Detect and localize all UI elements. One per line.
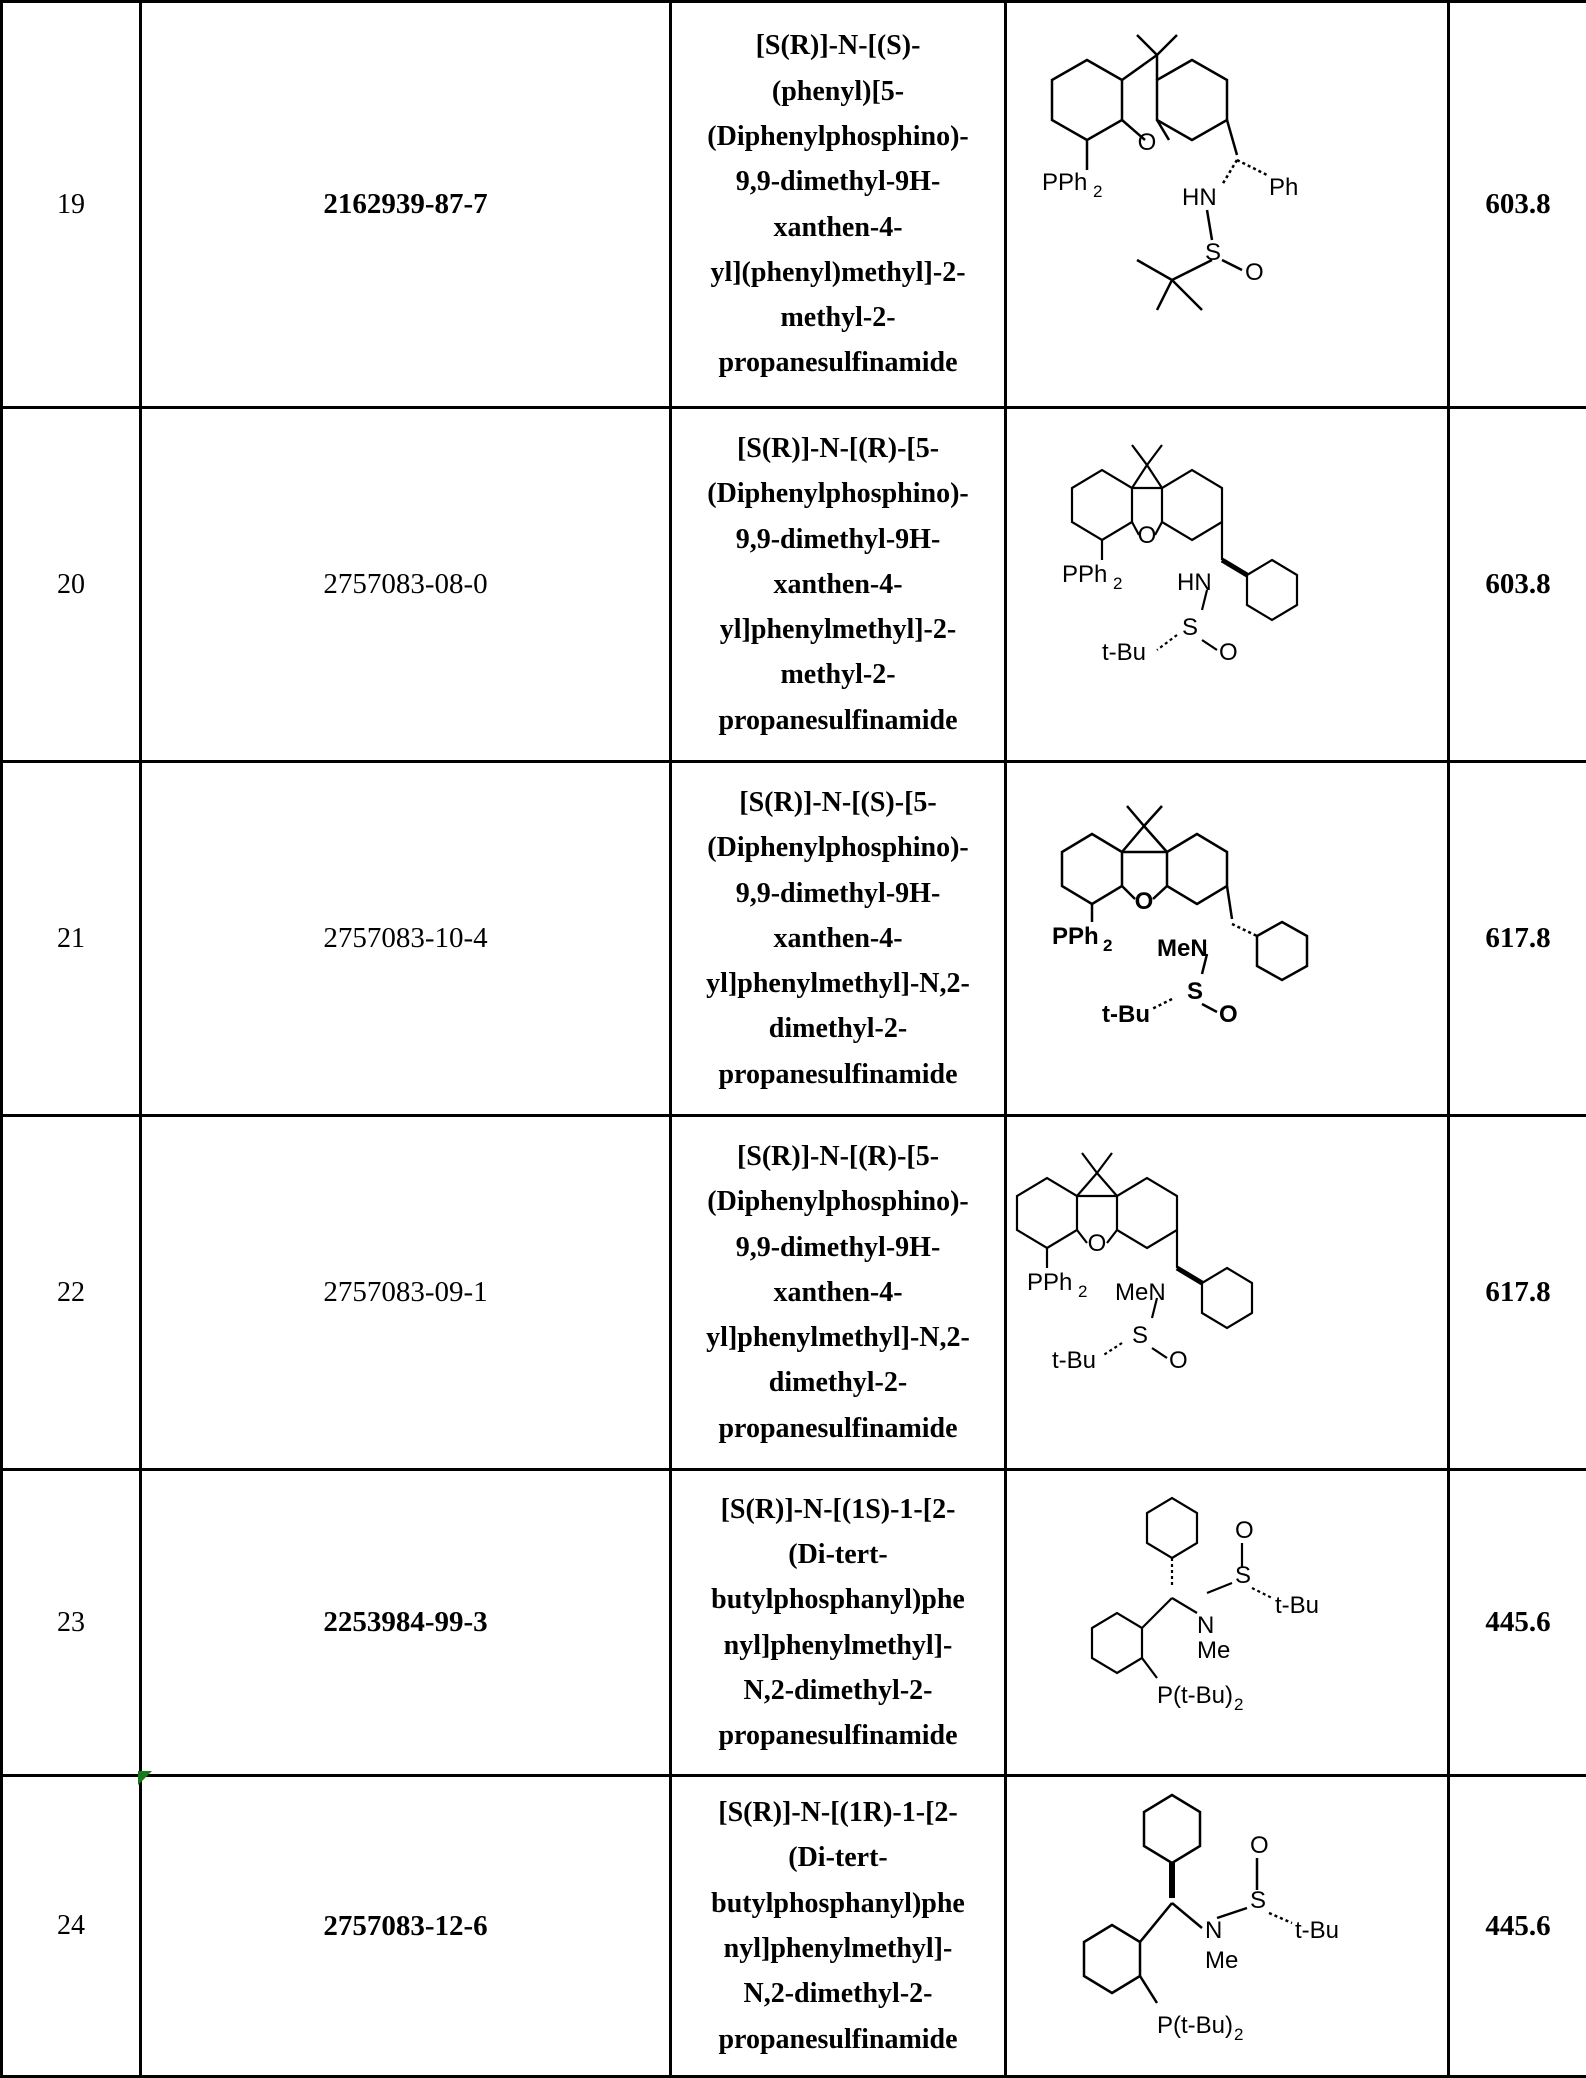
- compound-name: [671, 1776, 1006, 2077]
- compound-name-line: butylphosphanyl)phe: [672, 1577, 1004, 1622]
- svg-text:O: O: [1250, 1832, 1269, 1859]
- compound-name-line: 9,9-dimethyl-9H-: [672, 1225, 1004, 1270]
- cas-number: 2757083-08-0: [141, 408, 671, 762]
- row-number: 19: [2, 2, 141, 408]
- compound-name-line: [S(R)]-N-[(S)-: [672, 23, 1004, 68]
- compound-name-line: [S(R)]-N-[(R)-[5-: [672, 1134, 1004, 1179]
- row-number: 24: [2, 1776, 141, 2077]
- compound-name-line: yl]phenylmethyl]-2-: [672, 607, 1004, 652]
- compound-name-line: [S(R)]-N-[(1S)-1-[2-: [672, 1487, 1004, 1532]
- cas-number: 2253984-99-3: [141, 1470, 671, 1776]
- compound-name-line: dimethyl-2-: [672, 1360, 1004, 1405]
- svg-text:N: N: [1205, 1917, 1222, 1944]
- compound-name-line: methyl-2-: [672, 652, 1004, 697]
- compound-name-line: (Diphenylphosphino)-: [672, 471, 1004, 516]
- svg-text:O: O: [1245, 259, 1264, 286]
- svg-text:PPh: PPh: [1062, 561, 1107, 588]
- compound-name-line: [S(R)]-N-[(S)-[5-: [672, 780, 1004, 825]
- svg-text:Me: Me: [1197, 1637, 1230, 1664]
- row-number: 20: [2, 408, 141, 762]
- compound-name-line: (Diphenylphosphino)-: [672, 825, 1004, 870]
- svg-text:t-Bu: t-Bu: [1275, 1592, 1319, 1619]
- border-gap: [1062, 1766, 1327, 1771]
- table-row: [2, 1116, 1586, 1470]
- compound-name-line: 9,9-dimethyl-9H-: [672, 871, 1004, 916]
- svg-text:O: O: [1219, 1001, 1238, 1028]
- compound-name-line: yl]phenylmethyl]-N,2-: [672, 961, 1004, 1006]
- molecular-weight: 445.6: [1449, 1776, 1586, 2077]
- svg-text:PPh: PPh: [1042, 169, 1087, 196]
- compound-name-line: propanesulfinamide: [672, 1406, 1004, 1451]
- compound-name: [671, 2, 1006, 408]
- cas-number: 2757083-10-4: [141, 762, 671, 1116]
- compound-name: [671, 1116, 1006, 1470]
- structure-cell: [1006, 1470, 1449, 1776]
- svg-text:S: S: [1250, 1887, 1266, 1914]
- cas-number: 2162939-87-7: [141, 2, 671, 408]
- compound-name-line: yl]phenylmethyl]-N,2-: [672, 1315, 1004, 1360]
- structure-image: [1007, 764, 1450, 1114]
- compound-name-line: (Di-tert-: [672, 1835, 1004, 1880]
- svg-text:PPh: PPh: [1027, 1269, 1072, 1296]
- compound-name-line: [S(R)]-N-[(1R)-1-[2-: [672, 1790, 1004, 1835]
- compound-name-line: propanesulfinamide: [672, 698, 1004, 743]
- compound-name-line: methyl-2-: [672, 295, 1004, 340]
- svg-text:2: 2: [1113, 574, 1122, 593]
- compound-name-line: nyl]phenylmethyl]-: [672, 1926, 1004, 1971]
- compound-name-line: dimethyl-2-: [672, 1006, 1004, 1051]
- svg-text:2: 2: [1234, 1695, 1243, 1714]
- svg-text:HN: HN: [1177, 569, 1212, 596]
- structure-image: [1007, 1118, 1450, 1468]
- compound-name-line: xanthen-4-: [672, 562, 1004, 607]
- compound-name-line: 9,9-dimethyl-9H-: [672, 159, 1004, 204]
- svg-text:O: O: [1135, 888, 1154, 915]
- svg-text:t-Bu: t-Bu: [1052, 1347, 1096, 1374]
- structure-cell: [1006, 762, 1449, 1116]
- compound-name: [671, 1470, 1006, 1776]
- compound-name-line: propanesulfinamide: [672, 1052, 1004, 1097]
- compound-name-line: 9,9-dimethyl-9H-: [672, 517, 1004, 562]
- svg-text:S: S: [1182, 614, 1198, 641]
- svg-text:PPh: PPh: [1052, 923, 1099, 950]
- structure-cell: [1006, 1776, 1449, 2077]
- svg-text:O: O: [1235, 1517, 1254, 1544]
- compound-name-line: nyl]phenylmethyl]-: [672, 1623, 1004, 1668]
- table-row: [2, 1776, 1586, 2077]
- svg-text:2: 2: [1103, 936, 1112, 955]
- svg-text:t-Bu: t-Bu: [1102, 639, 1146, 666]
- compound-name-line: [S(R)]-N-[(R)-[5-: [672, 426, 1004, 471]
- svg-text:S: S: [1205, 239, 1221, 266]
- svg-text:t-Bu: t-Bu: [1102, 1001, 1150, 1028]
- compound-name-line: propanesulfinamide: [672, 1713, 1004, 1758]
- compound-name-line: xanthen-4-: [672, 916, 1004, 961]
- compound-name: [671, 408, 1006, 762]
- structure-image: [1007, 410, 1450, 760]
- svg-text:MeN: MeN: [1157, 935, 1208, 962]
- svg-text:2: 2: [1234, 2025, 1243, 2044]
- molecular-weight: 617.8: [1449, 1116, 1586, 1470]
- table-row: [2, 408, 1586, 762]
- compound-name-line: yl](phenyl)methyl]-2-: [672, 250, 1004, 295]
- table-row: [2, 2, 1586, 408]
- table-row: [2, 1470, 1586, 1776]
- table-row: [2, 762, 1586, 1116]
- row-number: 23: [2, 1470, 141, 1776]
- compound-name-line: (phenyl)[5-: [672, 69, 1004, 114]
- structure-image: [1007, 5, 1450, 405]
- compound-name-line: xanthen-4-: [672, 1270, 1004, 1315]
- cas-number: 2757083-12-6: [141, 1776, 671, 2077]
- cell-corner-marker: [138, 1771, 152, 1785]
- svg-text:P(t-Bu): P(t-Bu): [1157, 2012, 1233, 2039]
- svg-text:O: O: [1138, 522, 1157, 549]
- svg-text:P(t-Bu): P(t-Bu): [1157, 1682, 1233, 1709]
- svg-text:Ph: Ph: [1269, 174, 1298, 201]
- molecular-weight: 603.8: [1449, 2, 1586, 408]
- svg-text:Me: Me: [1205, 1947, 1238, 1974]
- svg-text:S: S: [1187, 978, 1203, 1005]
- structure-cell: [1006, 408, 1449, 762]
- cas-number: 2757083-09-1: [141, 1116, 671, 1470]
- svg-text:2: 2: [1093, 182, 1102, 201]
- svg-text:S: S: [1235, 1562, 1251, 1589]
- structure-image: [1007, 1473, 1450, 1773]
- compound-name: [671, 762, 1006, 1116]
- svg-text:O: O: [1088, 1230, 1107, 1257]
- svg-text:O: O: [1169, 1347, 1188, 1374]
- structure-cell: [1006, 2, 1449, 408]
- svg-text:2: 2: [1078, 1282, 1087, 1301]
- molecular-weight: 617.8: [1449, 762, 1586, 1116]
- svg-text:S: S: [1132, 1322, 1148, 1349]
- svg-text:O: O: [1138, 129, 1157, 156]
- svg-text:MeN: MeN: [1115, 1279, 1166, 1306]
- compound-name-line: propanesulfinamide: [672, 2017, 1004, 2062]
- row-number: 22: [2, 1116, 141, 1470]
- molecular-weight: 603.8: [1449, 408, 1586, 762]
- structure-image: [1007, 1778, 1450, 2074]
- compound-name-line: propanesulfinamide: [672, 340, 1004, 385]
- svg-text:N: N: [1197, 1612, 1214, 1639]
- row-number: 21: [2, 762, 141, 1116]
- molecular-weight: 445.6: [1449, 1470, 1586, 1776]
- compound-name-line: N,2-dimethyl-2-: [672, 1971, 1004, 2016]
- svg-text:t-Bu: t-Bu: [1295, 1917, 1339, 1944]
- compound-name-line: butylphosphanyl)phe: [672, 1881, 1004, 1926]
- compound-name-line: xanthen-4-: [672, 205, 1004, 250]
- compound-name-line: (Diphenylphosphino)-: [672, 1179, 1004, 1224]
- compound-name-line: N,2-dimethyl-2-: [672, 1668, 1004, 1713]
- compound-name-line: (Diphenylphosphino)-: [672, 114, 1004, 159]
- svg-text:HN: HN: [1182, 184, 1217, 211]
- svg-text:O: O: [1219, 639, 1238, 666]
- structure-cell: [1006, 1116, 1449, 1470]
- compound-name-line: (Di-tert-: [672, 1532, 1004, 1577]
